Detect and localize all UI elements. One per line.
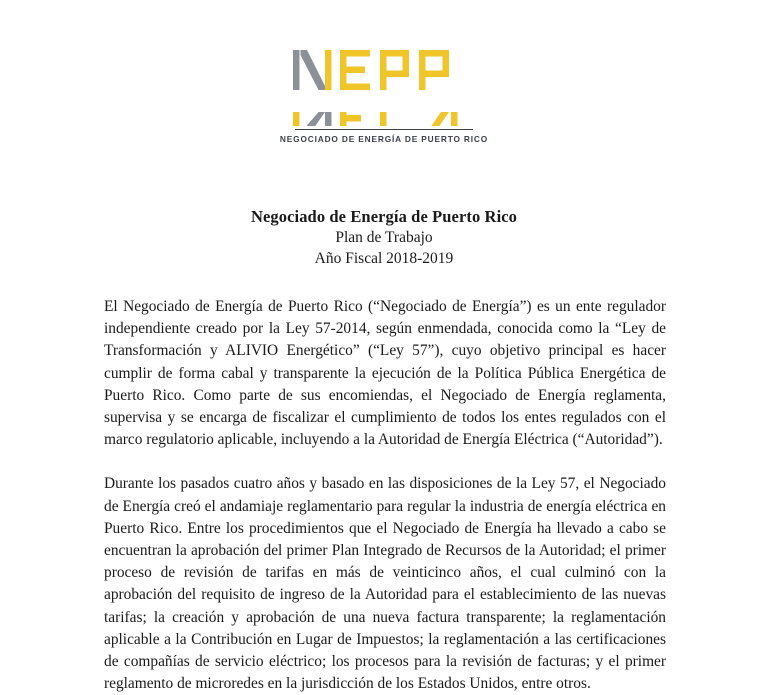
document-fiscal-year: Año Fiscal 2018-2019 — [314, 250, 454, 267]
body-paragraph: Durante los pasados cuatro años y basado en las disposiciones de la Ley 57, el Negociado de Energía creó el andamiaje reglamentario para regular la industria de energía eléctrica en Puerto Rico. Entre los procedimientos que el Negociado de Energía ha llevado a cabo se encuentran la aprobación del primer Plan Integrado de Recursos de la Autoridad; el primer proceso de revisión de tarifas en más de veinticinco años, el cual culminó con la aprobación del requisito de ingreso de la Autoridad para el establecimiento de las nuevas tarifas; la creación y aprobación de una nueva factura transparente; la reglamentación aplicable a la Contribución en Lugar de Impuestos; la reglamentación a las certificaciones de compañías de servicio eléctrico; los procesos para la revisión de facturas; y el primer reglamento de microredes en la jurisdicción de los Estados Unidos, entre otros. — [104, 475, 666, 693]
title-block — [0, 206, 768, 269]
logo-divider-rule — [295, 129, 473, 130]
nepr-logo-icon — [291, 46, 477, 126]
page-title: Negociado de Energía de Puerto Rico — [250, 207, 518, 226]
logo-tagline: NEGOCIADO DE ENERGÍA DE PUERTO RICO — [279, 134, 489, 144]
document-body — [104, 296, 666, 695]
document-subtitle: Plan de Trabajo — [335, 229, 433, 246]
document-logo-header — [0, 46, 768, 144]
body-paragraph: El Negociado de Energía de Puerto Rico (“Negociado de Energía”) es un ente regulador independiente creado por la Ley 57-2014, según enmendada, conocida como la “Ley de Transformación y ALIVIO Energético” (“Ley 57”), cuyo objetivo principal es hacer cumplir de forma cabal y transparente la ejecución de la Política Pública Energética de Puerto Rico. Como parte de sus encomiendas, el Negociado de Energía reglamenta, supervisa y se encarga de fiscalizar el cumplimiento de todos los entes regulados con el marco regulatorio aplicable, incluyendo a la Autoridad de Energía Eléctrica (“Autoridad”). — [104, 298, 666, 449]
